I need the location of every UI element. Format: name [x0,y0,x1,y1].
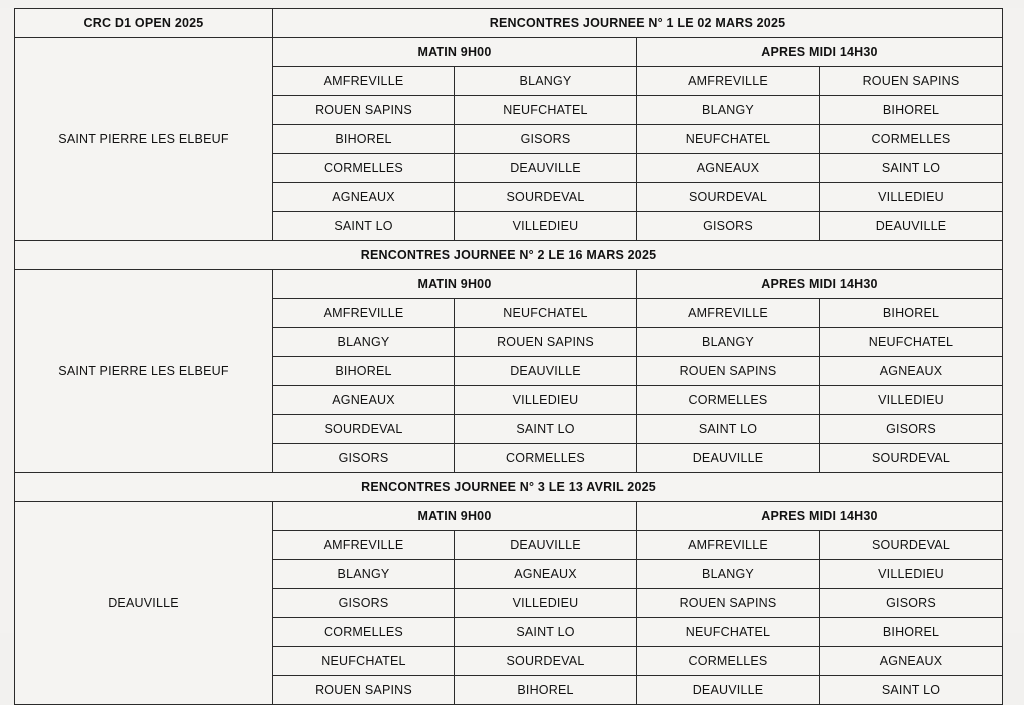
day2-pm-team-a: ROUEN SAPINS [637,357,820,386]
day3-pm-team-b: SOURDEVAL [820,531,1003,560]
day1-matin-team-a: AGNEAUX [273,183,455,212]
day3-pm-team-a: BLANGY [637,560,820,589]
day3-pm-team-a: DEAUVILLE [637,676,820,705]
day2-host-club: SAINT PIERRE LES ELBEUF [15,270,273,473]
day1-matin-team-a: BIHOREL [273,125,455,154]
day2-pm-team-a: DEAUVILLE [637,444,820,473]
day2-matin-team-a: AGNEAUX [273,386,455,415]
day2-matin-team-a: GISORS [273,444,455,473]
day3-matin-team-b: DEAUVILLE [455,531,637,560]
day2-pm-team-a: BLANGY [637,328,820,357]
day3-matin-team-b: SOURDEVAL [455,647,637,676]
day2-apresmidi-header: APRES MIDI 14H30 [637,270,1003,299]
day2-pm-team-a: SAINT LO [637,415,820,444]
day3-pm-team-a: CORMELLES [637,647,820,676]
day1-host-club: SAINT PIERRE LES ELBEUF [15,38,273,241]
day3-matin-team-b: BIHOREL [455,676,637,705]
day1-matin-team-b: SOURDEVAL [455,183,637,212]
day1-matin-team-b: NEUFCHATEL [455,96,637,125]
day1-matin-team-a: SAINT LO [273,212,455,241]
day3-matin-header: MATIN 9H00 [273,502,637,531]
day3-pm-team-b: AGNEAUX [820,647,1003,676]
day2-matin-team-a: AMFREVILLE [273,299,455,328]
day2-pm-team-b: GISORS [820,415,1003,444]
journee-1-title: RENCONTRES JOURNEE N° 1 LE 02 MARS 2025 [273,9,1003,38]
day1-matin-header: MATIN 9H00 [273,38,637,67]
day1-matin-team-b: DEAUVILLE [455,154,637,183]
day2-matin-team-b: SAINT LO [455,415,637,444]
day2-matin-team-a: BLANGY [273,328,455,357]
day3-matin-team-a: BLANGY [273,560,455,589]
day3-host-club: DEAUVILLE [15,502,273,705]
day2-matin-team-a: BIHOREL [273,357,455,386]
day3-matin-team-b: AGNEAUX [455,560,637,589]
day2-pm-team-a: CORMELLES [637,386,820,415]
day3-pm-team-b: BIHOREL [820,618,1003,647]
day2-session-header-row [15,270,1003,299]
day2-matin-team-b: VILLEDIEU [455,386,637,415]
day1-pm-team-a: SOURDEVAL [637,183,820,212]
day3-session-header-row [15,502,1003,531]
day1-matin-team-a: CORMELLES [273,154,455,183]
day2-matin-header: MATIN 9H00 [273,270,637,299]
day3-pm-team-b: VILLEDIEU [820,560,1003,589]
day3-matin-team-b: VILLEDIEU [455,589,637,618]
day2-matin-team-b: CORMELLES [455,444,637,473]
day1-matin-team-b: GISORS [455,125,637,154]
day3-matin-team-a: NEUFCHATEL [273,647,455,676]
day1-pm-team-b: BIHOREL [820,96,1003,125]
day3-matin-team-b: SAINT LO [455,618,637,647]
day2-pm-team-b: VILLEDIEU [820,386,1003,415]
day2-title: RENCONTRES JOURNEE N° 2 LE 16 MARS 2025 [15,241,1003,270]
day2-matin-team-b: DEAUVILLE [455,357,637,386]
document-page [0,8,1024,697]
day2-title-row [15,241,1003,270]
day1-apresmidi-header: APRES MIDI 14H30 [637,38,1003,67]
day1-pm-team-b: CORMELLES [820,125,1003,154]
day1-pm-team-a: GISORS [637,212,820,241]
day3-title: RENCONTRES JOURNEE N° 3 LE 13 AVRIL 2025 [15,473,1003,502]
day1-matin-team-a: ROUEN SAPINS [273,96,455,125]
day3-title-row [15,473,1003,502]
day3-pm-team-a: AMFREVILLE [637,531,820,560]
day3-pm-team-a: NEUFCHATEL [637,618,820,647]
day2-pm-team-b: AGNEAUX [820,357,1003,386]
day1-pm-team-b: DEAUVILLE [820,212,1003,241]
day3-pm-team-a: ROUEN SAPINS [637,589,820,618]
schedule-sheet [14,8,1003,705]
document-top-header [15,9,1003,38]
day3-pm-team-b: SAINT LO [820,676,1003,705]
day3-matin-team-a: ROUEN SAPINS [273,676,455,705]
day2-matin-team-b: ROUEN SAPINS [455,328,637,357]
day3-matin-team-a: GISORS [273,589,455,618]
day3-pm-team-b: GISORS [820,589,1003,618]
day3-matin-team-a: CORMELLES [273,618,455,647]
day1-matin-team-a: AMFREVILLE [273,67,455,96]
day2-pm-team-b: NEUFCHATEL [820,328,1003,357]
day1-pm-team-b: ROUEN SAPINS [820,67,1003,96]
day1-pm-team-a: NEUFCHATEL [637,125,820,154]
day3-matin-team-a: AMFREVILLE [273,531,455,560]
day1-pm-team-a: BLANGY [637,96,820,125]
day1-pm-team-a: AMFREVILLE [637,67,820,96]
day2-matin-team-a: SOURDEVAL [273,415,455,444]
day1-pm-team-b: VILLEDIEU [820,183,1003,212]
day2-pm-team-a: AMFREVILLE [637,299,820,328]
day2-pm-team-b: SOURDEVAL [820,444,1003,473]
day1-pm-team-a: AGNEAUX [637,154,820,183]
day1-session-header-row [15,38,1003,67]
competition-title: CRC D1 OPEN 2025 [15,9,273,38]
day2-pm-team-b: BIHOREL [820,299,1003,328]
day3-apresmidi-header: APRES MIDI 14H30 [637,502,1003,531]
day1-matin-team-b: VILLEDIEU [455,212,637,241]
day1-pm-team-b: SAINT LO [820,154,1003,183]
day1-matin-team-b: BLANGY [455,67,637,96]
day2-matin-team-b: NEUFCHATEL [455,299,637,328]
